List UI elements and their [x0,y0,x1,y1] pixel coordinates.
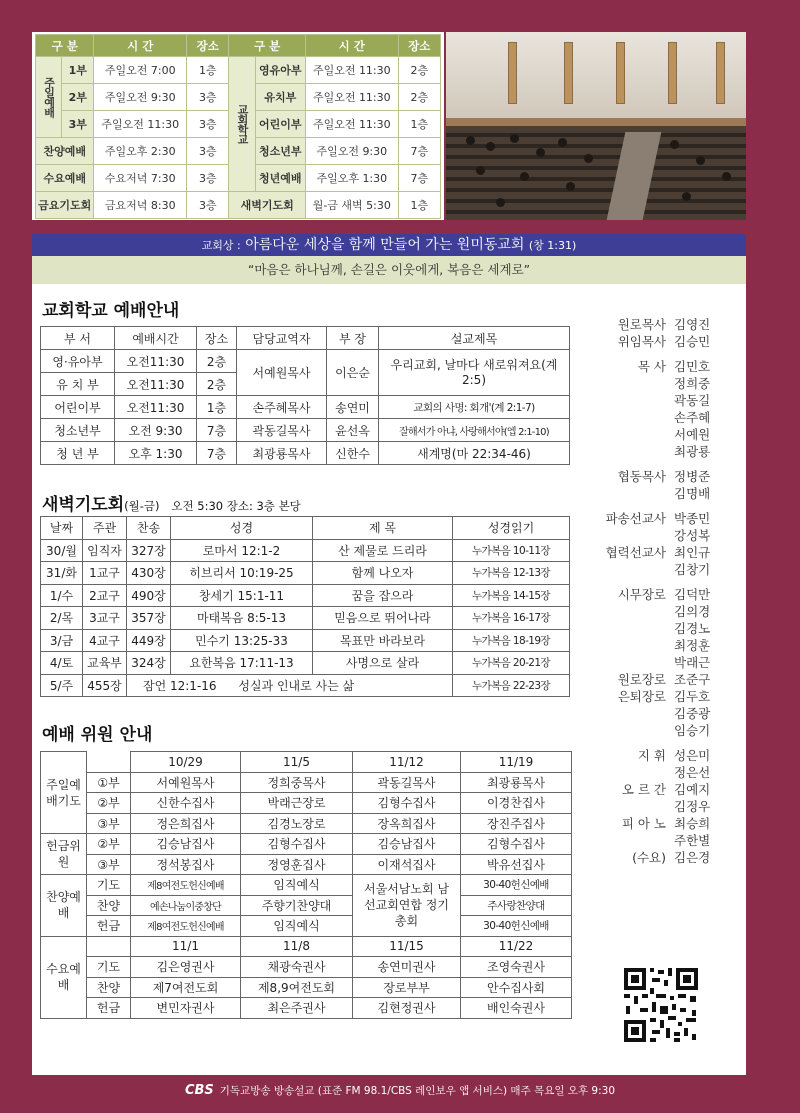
service-name: 찬양예배 [36,138,94,165]
staff-role: (수요) [632,850,666,865]
person: 송연미권사 [353,957,461,978]
host: 4교구 [83,629,127,652]
service-time: 주일오전 7:00 [94,57,187,84]
col-header-category: 구 분 [36,35,94,57]
prayer-label: 주일예배기도 [41,752,87,834]
person: 정희중목사 [241,772,353,793]
staff-name: 강성복 [674,528,711,543]
service-time: 주일오후 1:30 [305,165,398,192]
staff-name: 성은미 [674,748,711,763]
staff-role: 협동목사 [617,469,666,484]
praise-label: 찬양예배 [41,875,87,937]
hymn: 324장 [127,652,171,675]
dawn-section-title [42,490,301,515]
staff-name: 최정훈 [674,638,711,653]
person: 채광숙권사 [241,957,353,978]
staff-name: 최인규 [674,545,711,560]
service-place: 7층 [398,138,440,165]
staff-name: 박래근 [674,655,711,670]
date-header: 11/19 [461,752,572,773]
date-header: 11/5 [241,752,353,773]
motto-reference: (창 1:31) [528,239,577,252]
service-time: 주일오전 11:30 [305,57,398,84]
person: 서예원목사 [131,772,241,793]
assignment: 예손나눔이중창단 [131,895,241,916]
table-row [41,396,570,419]
dawn-title-suffix: (월-금) [124,499,160,513]
date: 31/화 [41,562,83,585]
pastor: 서예원목사 [237,350,327,396]
table-row [41,442,570,465]
sermon-title: 우리교회, 날마다 새로워져요(계2:5) [379,350,570,396]
service-name: 3부 [62,111,94,138]
staff-name: 곽동길 [674,393,711,408]
part: 헌금 [87,916,131,937]
table-row [41,793,572,814]
person: 장진주집사 [461,813,572,834]
assignment: 주사랑찬양대 [461,895,572,916]
person: 정영훈집사 [241,854,353,875]
col-header: 예배시간 [115,327,197,350]
staff-entry [596,815,746,849]
person: 신한수집사 [131,793,241,814]
bible-reading: 누가복음 16-17장 [453,607,570,630]
assignment: 제8여전도헌신예배 [131,916,241,937]
worship-time: 오전11:30 [115,373,197,396]
table-row [41,834,572,855]
service-place: 1층 [398,192,440,219]
subject: 믿음으로 뛰어나라 [313,607,453,630]
staff-name: 김은경 [674,850,711,865]
dept-name: 어린이부 [41,396,115,419]
staff-name: 임승기 [674,723,711,738]
subject: 산 제물로 드리라 [313,539,453,562]
cbs-logo: CBS [184,1083,214,1098]
bible-reading: 누가복음 20-21장 [453,652,570,675]
pastor: 손주혜목사 [237,396,327,419]
staff-entry [596,747,746,781]
staff-role: 은퇴장로 [617,689,666,704]
staff-name: 김민호 [674,359,711,374]
staff-entry [596,510,746,544]
service-place: 1층 [398,111,440,138]
staff-entry [596,544,746,578]
col-header-time-2: 시 간 [305,35,398,57]
staff-entry [596,781,746,815]
person: 정석봉집사 [131,854,241,875]
person: 이경찬집사 [461,793,572,814]
broadcast-info: 기독교방송 방송설교 (표준 FM 98.1/CBS 레인보우 앱 서비스) 매주 목요일 오후 9:30 [219,1085,616,1097]
hymn: 449장 [127,629,171,652]
table-row [41,957,572,978]
col-header: 제 목 [313,517,453,540]
hymn: 455장 [83,674,127,697]
date: 30/월 [41,539,83,562]
merged-assignment: 서울서남노회 남선교회연합 정기총회 [353,875,461,937]
place: 1층 [197,396,237,419]
person: 김은영권사 [131,957,241,978]
host: 교육부 [83,652,127,675]
staff-entry [596,358,746,460]
staff-role: 원로목사 [617,317,666,332]
assignment: 주향기찬양대 [241,895,353,916]
scripture: 민수기 13:25-33 [171,629,313,652]
service-place: 2층 [398,57,440,84]
person: 배인숙권사 [461,998,572,1019]
person: 김현정권사 [353,998,461,1019]
person: 안수집사회 [461,977,572,998]
scripture: 창세기 15:1-11 [171,584,313,607]
sunday-service-group: 주일예배 [36,57,62,138]
host: 임직자 [83,539,127,562]
assignment: 30-40헌신예배 [461,916,572,937]
dept-name: 유 치 부 [41,373,115,396]
dawn-info: 오전 5:30 장소: 3층 본당 [171,499,301,513]
staff-name: 김창기 [674,562,711,577]
offering-label: 헌금위원 [41,834,87,875]
service-place: 3층 [187,111,229,138]
col-header: 설교제목 [379,327,570,350]
staff-directory [596,316,746,866]
person: 박유선집사 [461,854,572,875]
staff-name: 손주혜 [674,410,711,425]
person: 제8,9여전도회 [241,977,353,998]
dept-head: 신한수 [327,442,379,465]
table-row [41,584,570,607]
dept-head: 이은순 [327,350,379,396]
qr-code-icon[interactable] [622,966,700,1044]
service-time: 주일오전 9:30 [305,138,398,165]
part: 헌금 [87,998,131,1019]
person: 제7여전도회 [131,977,241,998]
staff-name: 박종민 [674,511,711,526]
dept-name: 영·유아부 [41,350,115,373]
col-header: 부 장 [327,327,379,350]
staff-entry [596,849,746,866]
person: 변민자권사 [131,998,241,1019]
service-time: 주일오전 11:30 [305,84,398,111]
church-interior-photo [446,32,746,220]
church-school-group: 교회학교 [229,57,255,192]
staff-role: 파송선교사 [605,511,666,526]
service-place: 3층 [187,165,229,192]
part: ②부 [87,834,131,855]
service-name: 청년예배 [255,165,305,192]
col-header: 담당교역자 [237,327,327,350]
table-row [41,652,570,675]
table-row [41,539,570,562]
col-header: 날짜 [41,517,83,540]
worship-time: 오전 9:30 [115,419,197,442]
sermon-title: 잘해서가 아냐, 사랑해서야(엡 2:1-10) [379,419,570,442]
sermon-title: 교회의 사명: 회개'(계 2:1-7) [379,396,570,419]
service-time: 주일오후 2:30 [94,138,187,165]
church-vision: “마음은 하나님께, 손길은 이웃에게, 복음은 세계로” [32,256,746,284]
person: 김형수집사 [353,793,461,814]
scripture: 잠언 12:1-16 [143,678,217,693]
table-row [41,350,570,373]
person: 김경노장로 [241,813,353,834]
service-schedule-table [35,34,441,219]
staff-entry [596,468,746,502]
table-row [41,419,570,442]
table-row [41,854,572,875]
service-place: 3층 [187,192,229,219]
table-row [41,875,572,896]
hymn: 327장 [127,539,171,562]
staff-name: 주한별 [674,833,711,848]
staff-role: 지 휘 [637,748,666,763]
col-header: 성경 [171,517,313,540]
table-row [41,998,572,1019]
staff-name: 조준구 [674,672,711,687]
table-row [41,977,572,998]
subject: 함께 나오자 [313,562,453,585]
staff-role: 시무장로 [617,587,666,602]
service-time: 주일오전 11:30 [94,111,187,138]
bible-reading: 누가복음 12-13장 [453,562,570,585]
dept-head: 송연미 [327,396,379,419]
church-motto [32,234,746,256]
col-header: 성경읽기 [453,517,570,540]
col-header-category-2: 구 분 [229,35,306,57]
staff-entry [596,586,746,671]
person: 곽동길목사 [353,772,461,793]
sermon-title: 새계명(마 22:34-46) [379,442,570,465]
assignment: 임직예식 [241,916,353,937]
staff-name: 김예지 [674,782,711,797]
staff-entry [596,333,746,350]
worship-roles-table [40,751,572,1019]
service-place: 2층 [398,84,440,111]
date-header: 11/1 [131,936,241,957]
staff-name: 김덕만 [674,587,711,602]
service-place: 7층 [398,165,440,192]
table-row [41,629,570,652]
subject: 성실과 인내로 사는 삶 [238,678,355,693]
staff-role: 원로장로 [617,672,666,687]
bible-reading: 누가복음 14-15장 [453,584,570,607]
part: 기도 [87,875,131,896]
part: 찬양 [87,895,131,916]
dept-name: 청 년 부 [41,442,115,465]
staff-name: 정희중 [674,376,711,391]
person: 최광룡목사 [461,772,572,793]
service-name: 영유아부 [255,57,305,84]
staff-name: 김중광 [674,706,711,721]
sunday-content [127,674,453,697]
subject: 사명으로 살라 [313,652,453,675]
staff-name: 김정우 [674,799,711,814]
table-row [41,916,572,937]
broadcast-footer [0,1078,800,1104]
date-header: 10/29 [131,752,241,773]
part: 찬양 [87,977,131,998]
worship-time: 오전11:30 [115,396,197,419]
person: 박래근장로 [241,793,353,814]
staff-name: 김두호 [674,689,711,704]
dawn-title: 새벽기도회 [42,495,125,515]
person: 장옥희집사 [353,813,461,834]
staff-name: 최광룡 [674,444,711,459]
col-header-time: 시 간 [94,35,187,57]
service-name: 유치부 [255,84,305,111]
place: 7층 [197,442,237,465]
scripture: 히브리서 10:19-25 [171,562,313,585]
date: 5/주 [41,674,83,697]
part: 기도 [87,957,131,978]
host: 3교구 [83,607,127,630]
col-header: 찬송 [127,517,171,540]
date-header: 11/8 [241,936,353,957]
scripture: 요한복음 17:11-13 [171,652,313,675]
part: ①부 [87,772,131,793]
bible-reading: 누가복음 18-19장 [453,629,570,652]
staff-entry [596,688,746,739]
service-name: 2부 [62,84,94,111]
pastor: 곽동길목사 [237,419,327,442]
dawn-prayer-table [40,516,570,697]
host: 1교구 [83,562,127,585]
motto-text: 아름다운 세상을 함께 만들어 가는 원미동교회 [245,237,525,253]
wednesday-label: 수요예배 [41,936,87,1018]
staff-name: 김명배 [674,486,711,501]
assignment: 제8여전도헌신예배 [131,875,241,896]
scripture: 로마서 12:1-2 [171,539,313,562]
service-place: 1층 [187,57,229,84]
col-header-place-2: 장소 [398,35,440,57]
staff-name: 김승민 [674,334,711,349]
table-row [41,772,572,793]
person: 이재석집사 [353,854,461,875]
person: 김승남집사 [353,834,461,855]
date-header: 11/22 [461,936,572,957]
part: ③부 [87,813,131,834]
subject: 목표만 바라보라 [313,629,453,652]
service-time: 월-금 새벽 5:30 [305,192,398,219]
hymn: 490장 [127,584,171,607]
assignment: 임직예식 [241,875,353,896]
staff-name: 김영진 [674,317,711,332]
worship-time: 오전11:30 [115,350,197,373]
date: 4/토 [41,652,83,675]
person: 최은주권사 [241,998,353,1019]
staff-role: 피 아 노 [621,816,666,831]
school-table [40,326,570,465]
service-name: 청소년부 [255,138,305,165]
host: 2교구 [83,584,127,607]
place: 7층 [197,419,237,442]
motto-prefix: 교회상 : [201,239,241,252]
service-name: 금요기도회 [36,192,94,219]
date-header: 11/12 [353,752,461,773]
person: 김형수집사 [241,834,353,855]
person: 정은희집사 [131,813,241,834]
col-header: 부 서 [41,327,115,350]
assignment: 30-40헌신예배 [461,875,572,896]
staff-name: 서예원 [674,427,711,442]
pastor: 최광룡목사 [237,442,327,465]
col-header: 주관 [83,517,127,540]
service-name: 1부 [62,57,94,84]
bible-reading: 누가복음 10-11장 [453,539,570,562]
service-place: 3층 [187,84,229,111]
table-row [41,607,570,630]
table-row [41,674,570,697]
date-header: 11/15 [353,936,461,957]
staff-name: 정병준 [674,469,711,484]
staff-name: 정은선 [674,765,711,780]
worship-time: 오후 1:30 [115,442,197,465]
dept-name: 청소년부 [41,419,115,442]
service-name: 새벽기도회 [229,192,306,219]
bible-reading: 누가복음 22-23장 [453,674,570,697]
col-header: 장소 [197,327,237,350]
hymn: 357장 [127,607,171,630]
service-time: 금요저녁 8:30 [94,192,187,219]
part: ③부 [87,854,131,875]
place: 2층 [197,373,237,396]
date: 3/금 [41,629,83,652]
service-place: 3층 [187,138,229,165]
person: 장로부부 [353,977,461,998]
service-name: 수요예배 [36,165,94,192]
table-row [41,813,572,834]
staff-role: 위임목사 [617,334,666,349]
service-time: 주일오전 11:30 [305,111,398,138]
dept-head: 윤선옥 [327,419,379,442]
staff-entry [596,671,746,688]
hymn: 430장 [127,562,171,585]
service-name: 어린이부 [255,111,305,138]
staff-name: 최승희 [674,816,711,831]
staff-role: 오 르 간 [621,782,666,797]
staff-name: 김의경 [674,604,711,619]
roles-section-title: 예배 위원 안내 [42,725,153,745]
staff-name: 김경노 [674,621,711,636]
table-row [41,895,572,916]
person: 조영숙권사 [461,957,572,978]
staff-role: 협력선교사 [605,545,666,560]
person: 김승남집사 [131,834,241,855]
staff-role: 목 사 [637,359,666,374]
scripture: 마태복음 8:5-13 [171,607,313,630]
part: ②부 [87,793,131,814]
subject: 꿈을 잡으라 [313,584,453,607]
service-time: 주일오전 9:30 [94,84,187,111]
person: 김형수집사 [461,834,572,855]
date: 2/목 [41,607,83,630]
qr-code-graphic [622,966,700,1044]
service-time: 수요저녁 7:30 [94,165,187,192]
date: 1/수 [41,584,83,607]
place: 2층 [197,350,237,373]
table-row [41,562,570,585]
staff-entry [596,316,746,333]
school-section-title: 교회학교 예배안내 [42,301,180,321]
col-header-place: 장소 [187,35,229,57]
